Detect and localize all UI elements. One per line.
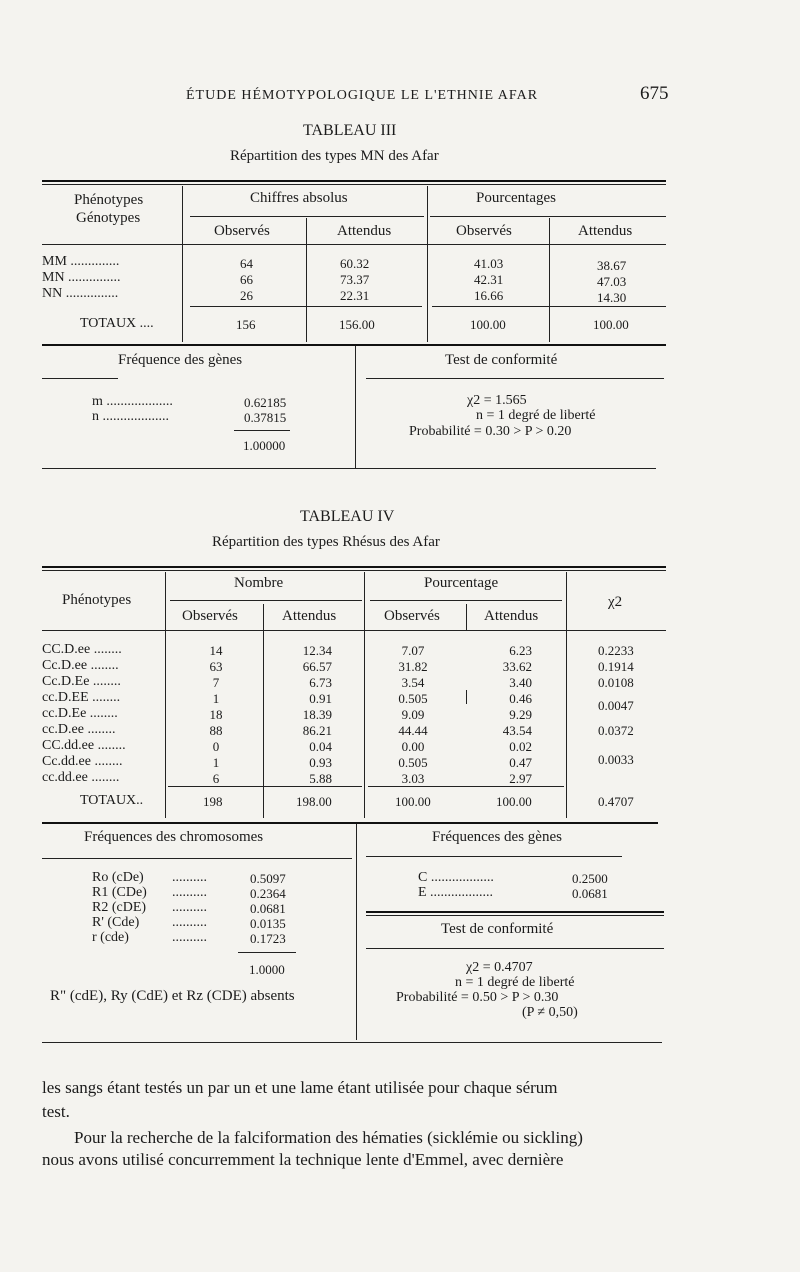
t3-freq-title: Fréquence des gènes xyxy=(118,352,243,368)
table-cell: 0.00 xyxy=(401,739,425,754)
table-cell: 9.29 xyxy=(509,707,532,722)
table-cell: 42.31 xyxy=(474,272,504,287)
chromo-value: 0.2364 xyxy=(250,886,286,901)
t3-header-pourcentages: Pourcentages xyxy=(476,190,556,206)
table-cell: 0.93 xyxy=(309,755,332,770)
t4-test-title: Test de conformité xyxy=(441,921,554,937)
chromo-dots: .......... xyxy=(172,885,207,900)
table-cell: 6 xyxy=(212,771,220,786)
t3-header-attendus: Attendus xyxy=(337,223,392,239)
table-cell: 3.03 xyxy=(401,771,425,786)
table-cell: 7.07 xyxy=(401,643,425,658)
t4-genes-title: Fréquences des gènes xyxy=(432,829,562,845)
gene-label: E .................. xyxy=(418,885,494,900)
chromo-dots: .......... xyxy=(172,900,207,915)
table-cell: 1 xyxy=(212,691,220,706)
body-text-line: nous avons utilisé concurremment la technique lente d'Emmel, avec dernière xyxy=(42,1150,564,1169)
table-cell: 100.00 xyxy=(395,794,431,809)
chromo-label: R2 (cDE) xyxy=(92,900,147,915)
table-cell: 86.21 xyxy=(302,723,332,738)
t3-dof: n = 1 degré de liberté xyxy=(476,408,596,423)
table-cell: 0.02 xyxy=(509,739,532,754)
table-cell: 43.54 xyxy=(502,723,532,738)
table-cell: 16.66 xyxy=(474,288,504,303)
table-cell: 31.82 xyxy=(398,659,428,674)
t4-header-pourcentage: Pourcentage xyxy=(424,575,499,591)
table-cell: 88 xyxy=(209,723,223,738)
table-cell: 0 xyxy=(212,739,220,754)
table-cell: 44.44 xyxy=(398,723,428,738)
body-text-line: test. xyxy=(42,1102,70,1121)
table-cell: 100.00 xyxy=(593,317,629,332)
table-cell: 41.03 xyxy=(474,256,504,271)
table-cell: 38.67 xyxy=(597,258,627,273)
chi-value: 0.0033 xyxy=(598,752,634,767)
body-text-line: Pour la recherche de la falciformation des hématies (sicklémie ou sickling) xyxy=(74,1128,583,1147)
t4-dof: n = 1 degré de liberté xyxy=(455,975,575,990)
table-cell: 7 xyxy=(212,675,220,690)
table-cell: 14.30 xyxy=(597,290,627,305)
t4-chi: χ2 = 0.4707 xyxy=(466,960,533,975)
gene-label: C .................. xyxy=(418,870,494,885)
table-row-label: CC.D.ee ........ xyxy=(42,642,122,657)
table-cell: 73.37 xyxy=(340,272,370,287)
body-text-line: les sangs étant testés un par un et une lame étant utilisée pour chaque sérum xyxy=(42,1078,558,1097)
table-row-label: cc.D.Ee ........ xyxy=(42,706,118,721)
chromo-value: 0.0135 xyxy=(250,916,286,931)
table-cell: 6.23 xyxy=(509,643,532,658)
table-cell: 5.88 xyxy=(309,771,332,786)
table-cell: 0.505 xyxy=(398,755,428,770)
table-3-title: TABLEAU III xyxy=(303,122,397,139)
chromo-label: Ro (cDe) xyxy=(92,870,144,885)
t4-header-observes: Observés xyxy=(182,608,238,624)
running-head: ÉTUDE HÉMOTYPOLOGIQUE LE L'ETHNIE AFAR xyxy=(186,88,539,103)
chromo-dots: .......... xyxy=(172,915,207,930)
table-cell: 100.00 xyxy=(470,317,506,332)
table-cell: 198.00 xyxy=(296,794,332,809)
t4-header-chi: χ2 xyxy=(608,594,623,610)
t3-prob: Probabilité = 0.30 > P > 0.20 xyxy=(409,424,572,439)
table-cell: 0.91 xyxy=(309,691,332,706)
table-cell: 26 xyxy=(240,288,253,303)
table-row-label: NN ............... xyxy=(42,286,119,301)
chi-value: 0.0047 xyxy=(598,698,634,713)
t4-header-pobserves: Observés xyxy=(384,608,440,624)
t4-prob: Probabilité = 0.50 > P > 0.30 xyxy=(396,990,559,1005)
t4-p-note: (P ≠ 0,50) xyxy=(522,1005,578,1020)
table-row-label: MN ............... xyxy=(42,270,121,285)
t4-header-phenotypes: Phénotypes xyxy=(62,592,132,608)
table-cell: 22.31 xyxy=(340,288,370,303)
chromo-title: Fréquences des chromosomes xyxy=(84,829,264,845)
table-cell: 0.4707 xyxy=(598,794,634,809)
table-cell: 3.54 xyxy=(401,675,425,690)
table-cell: 156.00 xyxy=(339,317,375,332)
table-cell: 0.47 xyxy=(509,755,532,770)
table-row-label: CC.dd.ee ........ xyxy=(42,738,126,753)
totaux-label: TOTAUX .... xyxy=(80,316,154,331)
gene-label: n ................... xyxy=(92,409,169,424)
table-cell: 66.57 xyxy=(302,659,332,674)
gene-label: m ................... xyxy=(92,394,173,409)
gene-total: 1.00000 xyxy=(243,438,286,453)
table-row-label: Cc.D.ee ........ xyxy=(42,658,119,673)
t4-header-attendus: Attendus xyxy=(282,608,337,624)
table-row-label: MM .............. xyxy=(42,254,120,269)
table-cell: 18.39 xyxy=(302,707,332,722)
table-cell: 47.03 xyxy=(597,274,627,289)
table-cell: 60.32 xyxy=(340,256,370,271)
gene-value: 0.37815 xyxy=(244,410,287,425)
chromo-note: R" (cdE), Ry (CdE) et Rz (CDE) absents xyxy=(50,988,295,1004)
chi-value: 0.0108 xyxy=(598,675,634,690)
table-4-title: TABLEAU IV xyxy=(300,508,395,525)
table-cell: 3.40 xyxy=(509,675,532,690)
table-cell: 1 xyxy=(212,755,220,770)
page-number: 675 xyxy=(640,83,669,104)
t3-header-chiffres: Chiffres absolus xyxy=(250,190,348,206)
chromo-label: R' (Cde) xyxy=(92,915,140,930)
table-cell: 14 xyxy=(209,643,223,658)
table-cell: 2.97 xyxy=(509,771,532,786)
chromo-label: r (cde) xyxy=(92,930,129,945)
table-row-label: cc.D.ee ........ xyxy=(42,722,116,737)
chromo-dots: .......... xyxy=(172,870,207,885)
table-cell: 64 xyxy=(240,256,253,271)
table-cell: 156 xyxy=(236,317,256,332)
table-cell: 100.00 xyxy=(496,794,532,809)
t3-header-genotypes: Génotypes xyxy=(76,210,141,226)
table-4-subtitle: Répartition des types Rhésus des Afar xyxy=(212,534,440,550)
chi-value: 0.2233 xyxy=(598,643,634,658)
t3-header-pattendus: Attendus xyxy=(578,223,633,239)
t4-header-nombre: Nombre xyxy=(234,575,284,591)
table-cell: 6.73 xyxy=(309,675,332,690)
gene-value: 0.0681 xyxy=(572,886,608,901)
table-cell: 0.04 xyxy=(309,739,332,754)
table-cell: 33.62 xyxy=(502,659,532,674)
table-cell: 12.34 xyxy=(302,643,332,658)
table-cell: 9.09 xyxy=(401,707,425,722)
t3-chi: χ2 = 1.565 xyxy=(467,393,527,408)
chromo-total: 1.0000 xyxy=(249,962,285,977)
gene-value: 0.2500 xyxy=(572,871,608,886)
table-row-label: cc.D.EE ........ xyxy=(42,690,121,705)
table-cell: 66 xyxy=(240,272,253,287)
table-cell: 0.505 xyxy=(398,691,428,706)
table-3-subtitle: Répartition des types MN des Afar xyxy=(230,148,439,164)
table-cell: 18 xyxy=(209,707,223,722)
t3-header-phenotypes: Phénotypes xyxy=(74,192,144,208)
chi-value: 0.0372 xyxy=(598,723,634,738)
chromo-value: 0.5097 xyxy=(250,871,286,886)
chromo-value: 0.0681 xyxy=(250,901,286,916)
table-row-label: Cc.dd.ee ........ xyxy=(42,754,123,769)
t4-header-pattendus: Attendus xyxy=(484,608,539,624)
table-row-label: cc.dd.ee ........ xyxy=(42,770,120,785)
t3-header-pobserves: Observés xyxy=(456,223,512,239)
table-row-label: Cc.D.Ee ........ xyxy=(42,674,121,689)
chi-value: 0.1914 xyxy=(598,659,634,674)
table-cell: 63 xyxy=(209,659,223,674)
chromo-value: 0.1723 xyxy=(250,931,286,946)
t3-header-observes: Observés xyxy=(214,223,270,239)
chromo-label: R1 (CDe) xyxy=(92,885,147,900)
totaux-label: TOTAUX.. xyxy=(80,793,144,808)
gene-value: 0.62185 xyxy=(244,395,287,410)
t3-test-title: Test de conformité xyxy=(445,352,558,368)
table-cell: 0.46 xyxy=(509,691,532,706)
chromo-dots: .......... xyxy=(172,930,207,945)
table-cell: 198 xyxy=(203,794,223,809)
